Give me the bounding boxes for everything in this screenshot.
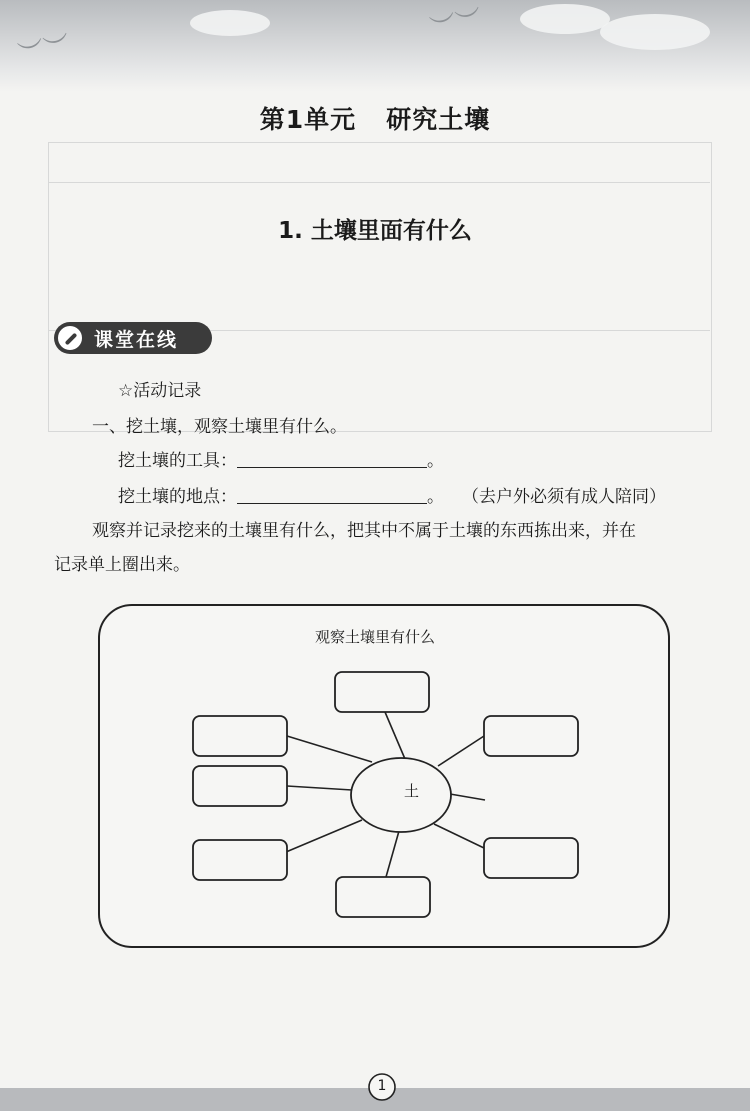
- instruction-line-1: 观察并记录挖来的土壤里有什么，把其中不属于土壤的东西拣出来，并在: [92, 521, 636, 541]
- center-label: 土: [404, 782, 420, 800]
- unit-number: 第1单元: [259, 105, 357, 134]
- diagram-title: 观察土壤里有什么: [314, 628, 435, 646]
- bird-icon: ︶︶: [427, 4, 486, 46]
- place-period: 。: [427, 487, 444, 507]
- lesson-title: 1. 土壤里面有什么: [278, 218, 472, 244]
- unit-name: 研究土壤: [386, 105, 491, 134]
- tool-label: 挖土壤的工具：: [118, 451, 237, 471]
- place-label: 挖土壤的地点：: [118, 487, 237, 507]
- activity-heading: ☆活动记录: [118, 381, 202, 401]
- instruction-line-2: 记录单上圈出来。: [54, 555, 190, 575]
- section-badge-label: 课堂在线: [94, 329, 179, 351]
- tool-period: 。: [427, 451, 444, 471]
- task-one: 一、挖土壤，观察土壤里有什么。: [92, 417, 347, 437]
- page-number: 1: [377, 1078, 387, 1094]
- bird-icon: ︶︶: [15, 30, 74, 72]
- place-note: （去户外必须有成人陪同）: [462, 487, 666, 507]
